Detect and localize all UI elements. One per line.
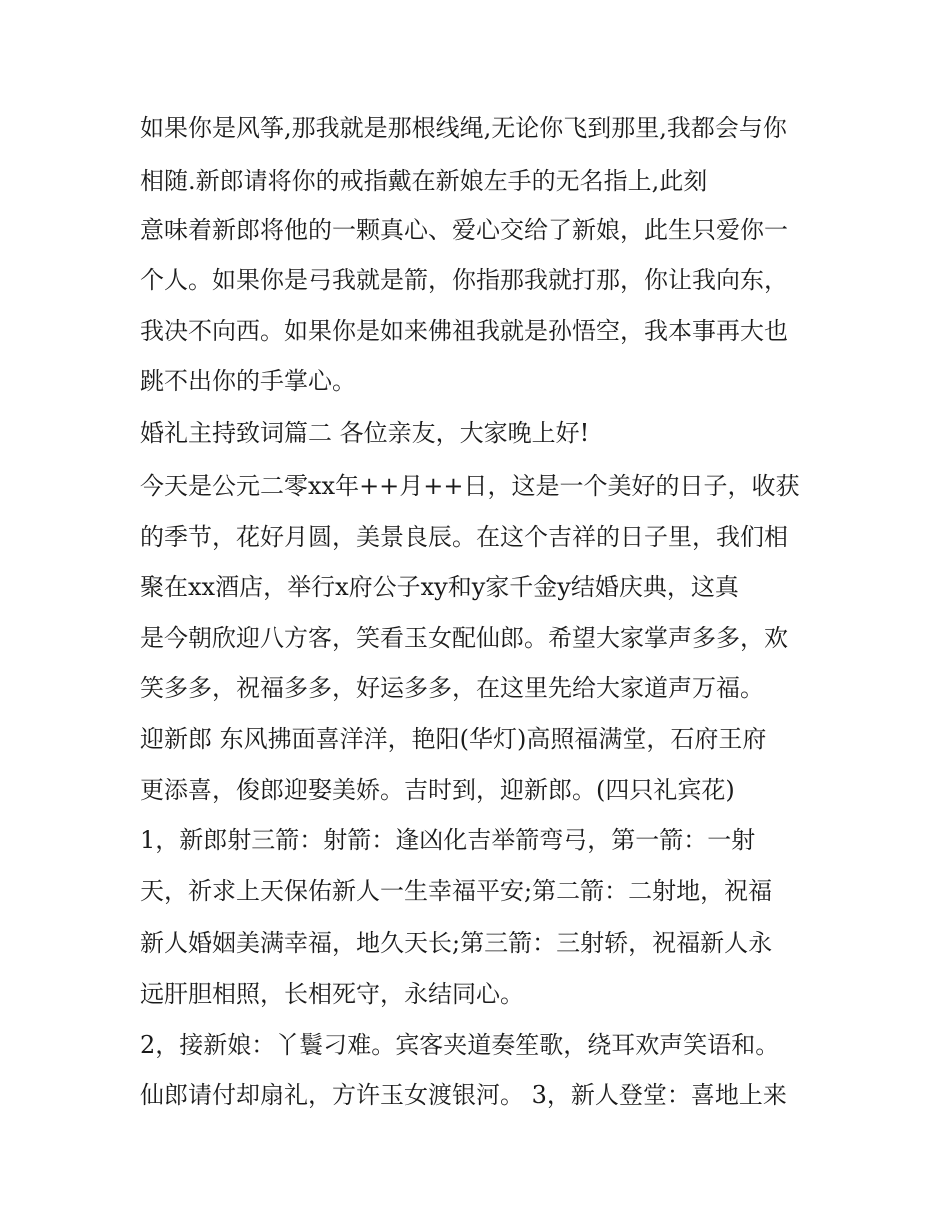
text-line: 笑多多，祝福多多，好运多多，在这里先给大家道声万福。: [140, 674, 764, 702]
text-line: 我决不向西。如果你是如来佛祖我就是孙悟空，我本事再大也: [140, 317, 788, 345]
text-line: 如果你是风筝,那我就是那根线绳,无论你飞到那里,我都会与你: [140, 114, 787, 142]
text-line: 是今朝欣迎八方客，笑看玉女配仙郎。希望大家掌声多多，欢: [140, 624, 788, 652]
text-line: 新人婚姻美满幸福，地久天长;第三箭：三射轿，祝福新人永: [140, 929, 773, 957]
text-line: 更添喜，俊郎迎娶美娇。吉时到，迎新郎。(四只礼宾花): [140, 776, 735, 804]
section-heading: 婚礼主持致词篇二 各位亲友，大家晚上好!: [140, 419, 590, 447]
text-line: 聚在xx酒店，举行x府公子xy和y家千金y结婚庆典，这真: [140, 573, 739, 601]
text-line: 1，新郎射三箭：射箭：逢凶化吉举箭弯弓，第一箭：一射: [140, 826, 756, 854]
text-line: 远肝胆相照，长相死守，永结同心。: [140, 980, 524, 1008]
text-line: 相随.新郎请将你的戒指戴在新娘左手的无名指上,此刻: [140, 167, 708, 195]
text-line: 意味着新郎将他的一颗真心、爱心交给了新娘，此生只爱你一: [140, 216, 788, 244]
text-line: 个人。如果你是弓我就是箭，你指那我就打那，你让我向东，: [140, 266, 788, 294]
text-line: 仙郎请付却扇礼，方许玉女渡银河。 3，新人登堂：喜地上来: [140, 1081, 787, 1109]
text-line: 迎新郎 东风拂面喜洋洋，艳阳(华灯)高照福满堂，石府王府: [140, 725, 767, 753]
text-line: 的季节，花好月圆，美景良辰。在这个吉祥的日子里，我们相: [140, 523, 788, 551]
text-line: 跳不出你的手掌心。: [140, 367, 356, 395]
text-line: 天，祈求上天保佑新人一生幸福平安;第二箭：二射地，祝福: [140, 877, 773, 905]
text-line: 2，接新娘：丫鬟刁难。宾客夹道奏笙歌，绕耳欢声笑语和。: [140, 1031, 780, 1059]
text-line: 今天是公元二零xx年++月++日，这是一个美好的日子，收获: [140, 472, 800, 500]
